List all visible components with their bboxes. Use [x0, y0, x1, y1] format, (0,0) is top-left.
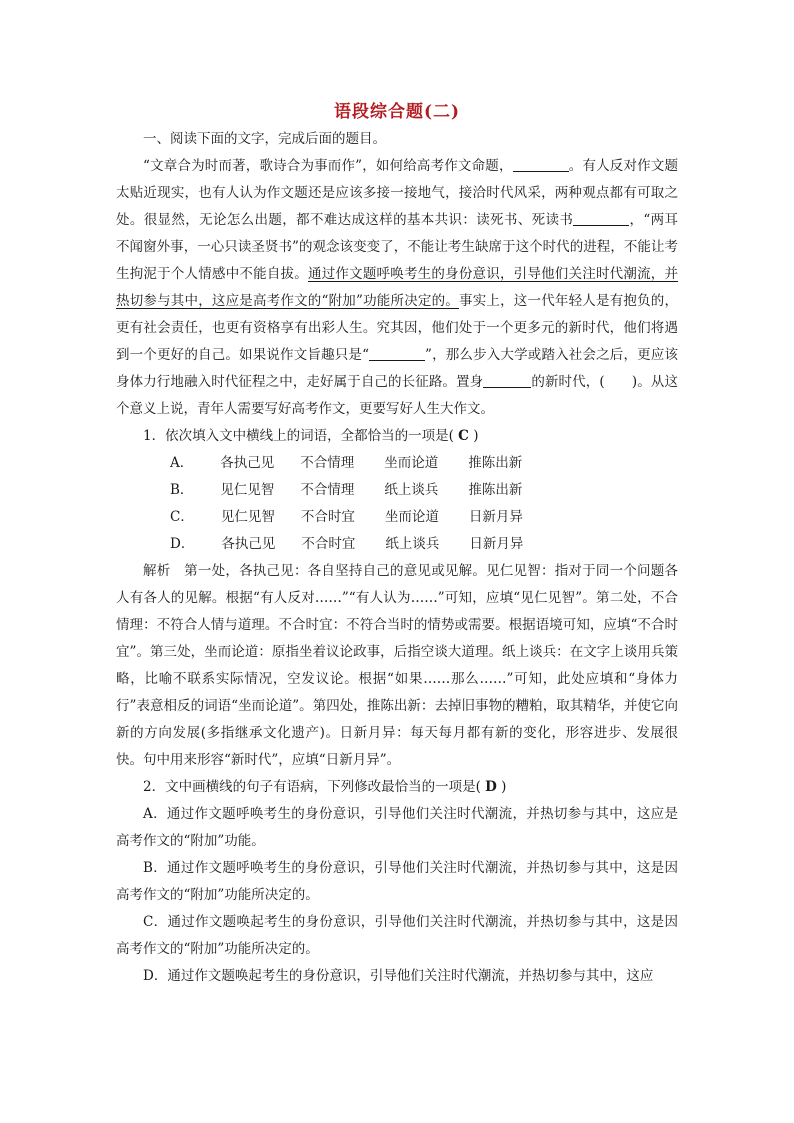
question-1-option-b: B． 见仁见智 不合情理 纸上谈兵 推陈出新: [170, 482, 523, 498]
page-title: 语段综合题(二): [333, 102, 461, 122]
question-2-answer: D: [485, 779, 497, 795]
document-body: [116, 126, 678, 990]
question-2-option-a: A．通过作文题呼唤考生的身份意识，引导他们关注时代潮流，并热切参与其中，这应是高考作文的“附加”功能。: [116, 806, 678, 849]
fill-blank-1: [513, 158, 569, 173]
question-1-analysis: 解析 第一处，各执己见：各自坚持自己的意见或见解。见仁见智：指对于同一个问题各人有各人的见解。根据“有人反对……”“有人认为……”可知，应填“见仁见智”。第二处，不合情理：不符合人情与道理。不合时宜：不符合当时的情势或需要。根据语境可知，应填“不合时宜”。第三处，坐而论道：原指坐着议论政事，后指空谈大道理。纸上谈兵：在文字上谈用兵策略，比喻不联系实际情况，空发议论。根据“如果……那么……”可知，此处应填和“身体力行”表意相反的词语“坐而论道”。第四处，推陈出新：去掉旧事物的糟粕，取其精华，并使它向新的方向发展(多指继承文化遗产)。日新月异：每天每月都有新的变化，形容进步、发展很快。句中用来形容“新时代”，应填“日新月异”。: [116, 563, 678, 768]
passage-text: 事实上，这一代年轻人是有抱负的，更有社会责任，也更有资格享有出彩人生。究其因，他们处于一个更多元的新时代，他们将遇到一个更好的自己。如果说作文旨趣只是“: [116, 293, 678, 363]
reading-passage: [116, 153, 678, 423]
question-1-option-d: D． 各执己见 不合时宜 纸上谈兵 日新月异: [170, 536, 524, 552]
fill-blank-3: [369, 347, 425, 362]
question-2-stem: 2．文中画横线的句子有语病，下列修改最恰当的一项是( D ): [143, 779, 507, 795]
question-1-answer: C: [458, 428, 469, 444]
fill-blank-4: [483, 374, 531, 389]
question-2-option-c: C．通过作文题唤起考生的身份意识，引导他们关注时代潮流，并热切参与其中，这是因高考作文的“附加”功能所决定的。: [116, 914, 678, 957]
section-instruction: 一、阅读下面的文字，完成后面的题目。: [143, 131, 386, 147]
fill-blank-2: [573, 212, 629, 227]
question-1-option-c: C． 见仁见智 不合时宜 坐而论道 日新月异: [170, 509, 523, 525]
passage-text: 的新时代，( )。从这个意义上说，青年人需要写好高考作文，更要写好人生大作文。: [116, 374, 679, 417]
passage-text: 。有人反对作文题太贴近现实，也有人认为作文题还是应该多接一接地气，接洽时代风采，两种观点都有可取之处。很显然，无论怎么出题，都不难达成这样的基本共识：读死书、死读书: [116, 158, 678, 228]
question-1-stem: 1．依次填入文中横线上的词语，全都恰当的一项是( C ): [143, 428, 479, 444]
question-2-option-d: D．通过作文题唤起考生的身份意识，引导他们关注时代潮流，并热切参与其中，这应: [143, 968, 654, 984]
passage-text: ”，那么步入大学或踏入社会之后，更应该身体力行地融入时代征程之中，走好属于自己的长征路。置身: [116, 347, 678, 390]
question-1-option-a: A． 各执己见 不合情理 坐而论道 推陈出新: [170, 455, 523, 471]
question-2-option-b: B．通过作文题呼唤考生的身份意识，引导他们关注时代潮流，并热切参与其中，这是因高考作文的“附加”功能所决定的。: [116, 860, 678, 903]
passage-text: “文章合为时而著，歌诗合为事而作”，如何给高考作文命题，: [143, 158, 513, 174]
underlined-sentence: 通过作文题呼唤考生的身份意识，引导他们关注时代潮流，并热切参与其中，这应是高考作文的“附加”功能所决定的。: [116, 266, 679, 309]
passage-text: ，“两耳不闻窗外事，一心只读圣贤书”的观念该变变了，不能让考生缺席于这个时代的进程，不能让考生拘泥于个人情感中不能自拔。: [116, 212, 679, 282]
